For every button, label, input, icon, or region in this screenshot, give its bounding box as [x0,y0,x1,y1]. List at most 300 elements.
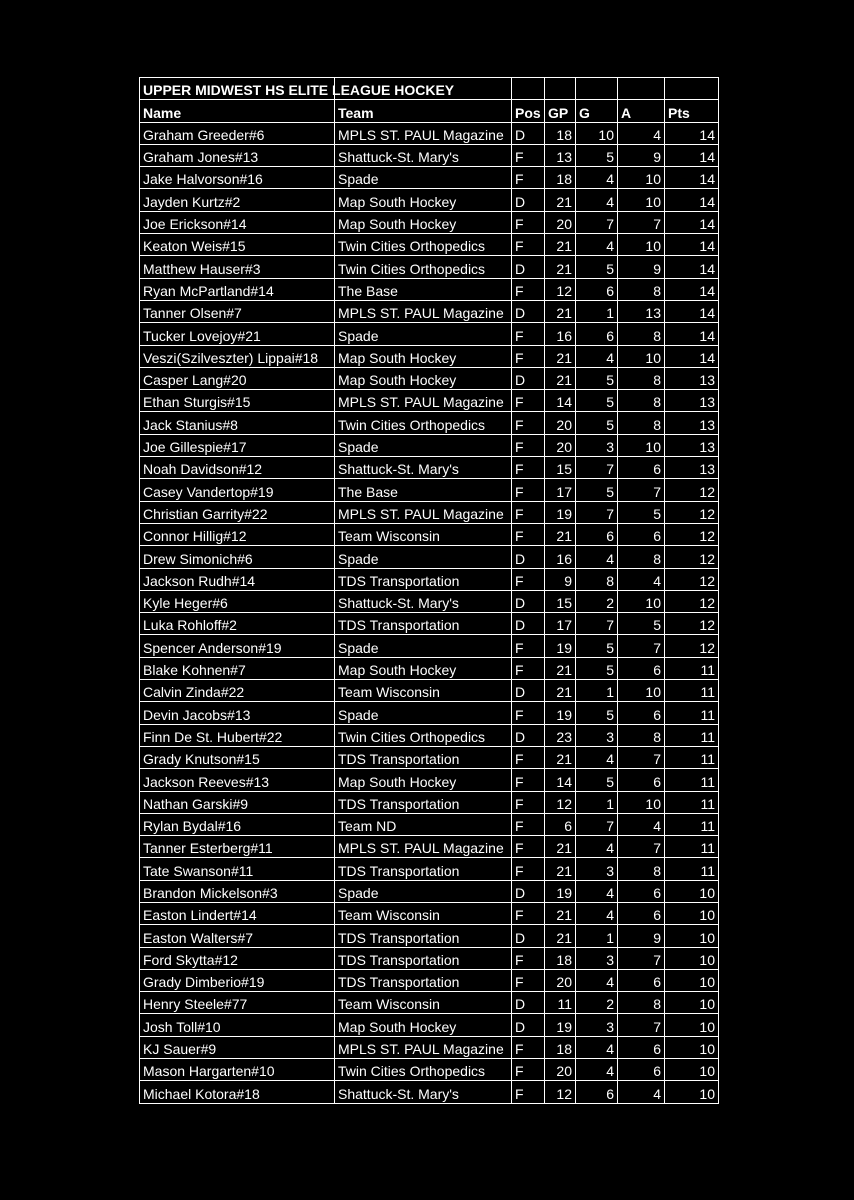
points-cell: 13 [665,457,719,479]
games-played-cell: 21 [545,523,576,545]
position-cell: F [512,635,545,657]
goals-cell: 4 [576,1036,618,1058]
games-played-cell: 18 [545,167,576,189]
games-played-cell: 19 [545,501,576,523]
games-played-cell: 19 [545,880,576,902]
assists-cell: 7 [618,947,665,969]
position-cell: F [512,144,545,166]
team-name-cell: Map South Hockey [335,211,512,233]
player-name-cell: Kyle Heger#6 [140,590,335,612]
goals-cell: 10 [576,122,618,144]
table-row [140,657,719,679]
team-name-cell: Twin Cities Orthopedics [335,724,512,746]
position-cell: F [512,947,545,969]
position-cell: D [512,367,545,389]
header-gp: GP [545,100,576,122]
assists-cell: 4 [618,813,665,835]
games-played-cell: 11 [545,992,576,1014]
team-name-cell: Shattuck-St. Mary's [335,144,512,166]
table-title: UPPER MIDWEST HS ELITE LEAGUE HOCKEY [140,78,335,100]
assists-cell: 4 [618,1081,665,1103]
goals-cell: 7 [576,613,618,635]
games-played-cell: 21 [545,858,576,880]
table-row [140,969,719,991]
team-name-cell: MPLS ST. PAUL Magazine [335,122,512,144]
position-cell: D [512,1014,545,1036]
team-name-cell: Map South Hockey [335,657,512,679]
team-name-cell: Team Wisconsin [335,992,512,1014]
goals-cell: 6 [576,278,618,300]
position-cell: D [512,189,545,211]
goals-cell: 4 [576,1059,618,1081]
games-played-cell: 16 [545,323,576,345]
table-row [140,702,719,724]
team-name-cell: Map South Hockey [335,769,512,791]
assists-cell: 7 [618,211,665,233]
points-cell: 11 [665,836,719,858]
player-name-cell: Matthew Hauser#3 [140,256,335,278]
table-row [140,546,719,568]
goals-cell: 5 [576,769,618,791]
player-name-cell: Easton Lindert#14 [140,902,335,924]
assists-cell: 8 [618,412,665,434]
goals-cell: 3 [576,947,618,969]
player-name-cell: Casey Vandertop#19 [140,479,335,501]
header-g: G [576,100,618,122]
player-name-cell: Henry Steele#77 [140,992,335,1014]
points-cell: 10 [665,925,719,947]
stats-table-body [140,78,719,1104]
team-name-cell: TDS Transportation [335,791,512,813]
position-cell: D [512,590,545,612]
points-cell: 10 [665,880,719,902]
points-cell: 14 [665,144,719,166]
assists-cell: 10 [618,791,665,813]
goals-cell: 3 [576,434,618,456]
points-cell: 12 [665,568,719,590]
goals-cell: 3 [576,724,618,746]
position-cell: F [512,523,545,545]
games-played-cell: 19 [545,1014,576,1036]
points-cell: 12 [665,546,719,568]
player-name-cell: Luka Rohloff#2 [140,613,335,635]
points-cell: 10 [665,1081,719,1103]
goals-cell: 7 [576,501,618,523]
games-played-cell: 21 [545,256,576,278]
table-row [140,167,719,189]
points-cell: 11 [665,858,719,880]
games-played-cell: 20 [545,211,576,233]
points-cell: 14 [665,189,719,211]
points-cell: 10 [665,992,719,1014]
title-row-blank-cell [545,78,576,100]
player-name-cell: Veszi(Szilveszter) Lippai#18 [140,345,335,367]
games-played-cell: 21 [545,189,576,211]
table-row [140,1014,719,1036]
position-cell: D [512,613,545,635]
assists-cell: 7 [618,1014,665,1036]
title-row-blank-cell [576,78,618,100]
points-cell: 14 [665,211,719,233]
header-pts: Pts [665,100,719,122]
points-cell: 12 [665,590,719,612]
position-cell: F [512,836,545,858]
stats-table [139,77,719,1104]
assists-cell: 6 [618,702,665,724]
team-name-cell: TDS Transportation [335,613,512,635]
position-cell: D [512,925,545,947]
team-name-cell: Map South Hockey [335,345,512,367]
team-name-cell: MPLS ST. PAUL Magazine [335,390,512,412]
goals-cell: 2 [576,590,618,612]
points-cell: 11 [665,746,719,768]
player-name-cell: Tate Swanson#11 [140,858,335,880]
team-name-cell: Twin Cities Orthopedics [335,256,512,278]
team-name-cell: TDS Transportation [335,858,512,880]
assists-cell: 10 [618,234,665,256]
assists-cell: 10 [618,680,665,702]
points-cell: 10 [665,1014,719,1036]
games-played-cell: 21 [545,234,576,256]
assists-cell: 6 [618,1059,665,1081]
points-cell: 14 [665,323,719,345]
points-cell: 10 [665,1059,719,1081]
table-row [140,211,719,233]
position-cell: F [512,813,545,835]
assists-cell: 8 [618,323,665,345]
goals-cell: 5 [576,635,618,657]
team-name-cell: Team Wisconsin [335,680,512,702]
team-name-cell: TDS Transportation [335,947,512,969]
player-name-cell: Finn De St. Hubert#22 [140,724,335,746]
team-name-cell: Spade [335,167,512,189]
player-name-cell: Grady Knutson#15 [140,746,335,768]
points-cell: 11 [665,680,719,702]
player-name-cell: Ryan McPartland#14 [140,278,335,300]
table-row [140,457,719,479]
player-name-cell: Rylan Bydal#16 [140,813,335,835]
team-name-cell: Twin Cities Orthopedics [335,412,512,434]
goals-cell: 7 [576,211,618,233]
assists-cell: 10 [618,345,665,367]
team-name-cell: Spade [335,434,512,456]
title-row-blank-cell [512,78,545,100]
player-name-cell: Casper Lang#20 [140,367,335,389]
table-row [140,746,719,768]
player-name-cell: Brandon Mickelson#3 [140,880,335,902]
games-played-cell: 21 [545,836,576,858]
player-name-cell: Spencer Anderson#19 [140,635,335,657]
games-played-cell: 21 [545,345,576,367]
points-cell: 11 [665,657,719,679]
games-played-cell: 21 [545,746,576,768]
points-cell: 12 [665,613,719,635]
team-name-cell: Spade [335,323,512,345]
team-name-cell: TDS Transportation [335,746,512,768]
goals-cell: 1 [576,791,618,813]
assists-cell: 7 [618,479,665,501]
player-name-cell: Grady Dimberio#19 [140,969,335,991]
player-name-cell: Calvin Zinda#22 [140,680,335,702]
table-row [140,390,719,412]
assists-cell: 8 [618,367,665,389]
goals-cell: 1 [576,680,618,702]
games-played-cell: 18 [545,1036,576,1058]
position-cell: F [512,234,545,256]
goals-cell: 5 [576,256,618,278]
position-cell: D [512,680,545,702]
goals-cell: 5 [576,657,618,679]
goals-cell: 4 [576,836,618,858]
table-row [140,256,719,278]
table-row [140,144,719,166]
goals-cell: 5 [576,367,618,389]
table-row [140,523,719,545]
assists-cell: 5 [618,501,665,523]
goals-cell: 5 [576,144,618,166]
games-played-cell: 15 [545,457,576,479]
games-played-cell: 21 [545,367,576,389]
player-name-cell: Ford Skytta#12 [140,947,335,969]
position-cell: D [512,546,545,568]
table-row [140,568,719,590]
points-cell: 10 [665,947,719,969]
table-row [140,992,719,1014]
assists-cell: 8 [618,992,665,1014]
table-row [140,925,719,947]
player-name-cell: Noah Davidson#12 [140,457,335,479]
goals-cell: 2 [576,992,618,1014]
team-name-cell: Map South Hockey [335,189,512,211]
position-cell: F [512,746,545,768]
assists-cell: 8 [618,278,665,300]
position-cell: F [512,323,545,345]
table-row [140,300,719,322]
player-name-cell: Ethan Sturgis#15 [140,390,335,412]
player-name-cell: Graham Jones#13 [140,144,335,166]
team-name-cell: MPLS ST. PAUL Magazine [335,300,512,322]
position-cell: D [512,880,545,902]
position-cell: F [512,568,545,590]
team-name-cell: TDS Transportation [335,925,512,947]
table-row [140,501,719,523]
position-cell: F [512,1059,545,1081]
title-row-blank-cell [618,78,665,100]
games-played-cell: 12 [545,1081,576,1103]
table-row [140,479,719,501]
games-played-cell: 21 [545,657,576,679]
games-played-cell: 23 [545,724,576,746]
table-row [140,613,719,635]
team-name-cell: Team Wisconsin [335,902,512,924]
points-cell: 14 [665,300,719,322]
player-name-cell: Tanner Esterberg#11 [140,836,335,858]
title-row [140,78,719,100]
games-played-cell: 20 [545,969,576,991]
games-played-cell: 9 [545,568,576,590]
table-row [140,345,719,367]
table-row [140,635,719,657]
games-played-cell: 21 [545,300,576,322]
position-cell: F [512,791,545,813]
player-name-cell: Joe Gillespie#17 [140,434,335,456]
player-name-cell: Jack Stanius#8 [140,412,335,434]
points-cell: 11 [665,702,719,724]
points-cell: 14 [665,122,719,144]
assists-cell: 6 [618,657,665,679]
team-name-cell: MPLS ST. PAUL Magazine [335,836,512,858]
position-cell: F [512,434,545,456]
table-row [140,836,719,858]
assists-cell: 8 [618,390,665,412]
games-played-cell: 6 [545,813,576,835]
team-name-cell: MPLS ST. PAUL Magazine [335,1036,512,1058]
games-played-cell: 21 [545,680,576,702]
player-name-cell: Jayden Kurtz#2 [140,189,335,211]
goals-cell: 4 [576,189,618,211]
assists-cell: 6 [618,457,665,479]
table-row [140,1081,719,1103]
header-a: A [618,100,665,122]
assists-cell: 8 [618,546,665,568]
points-cell: 14 [665,345,719,367]
table-row [140,412,719,434]
games-played-cell: 21 [545,902,576,924]
team-name-cell: Team Wisconsin [335,523,512,545]
goals-cell: 3 [576,858,618,880]
table-row [140,278,719,300]
table-row [140,189,719,211]
assists-cell: 10 [618,189,665,211]
goals-cell: 6 [576,523,618,545]
assists-cell: 10 [618,590,665,612]
games-played-cell: 20 [545,412,576,434]
position-cell: D [512,300,545,322]
games-played-cell: 15 [545,590,576,612]
position-cell: F [512,167,545,189]
player-name-cell: Michael Kotora#18 [140,1081,335,1103]
points-cell: 12 [665,523,719,545]
goals-cell: 7 [576,457,618,479]
team-name-cell: The Base [335,278,512,300]
player-name-cell: Tucker Lovejoy#21 [140,323,335,345]
position-cell: F [512,702,545,724]
assists-cell: 10 [618,167,665,189]
table-row [140,1036,719,1058]
points-cell: 11 [665,769,719,791]
player-name-cell: Blake Kohnen#7 [140,657,335,679]
table-row [140,1059,719,1081]
team-name-cell: Map South Hockey [335,367,512,389]
assists-cell: 6 [618,902,665,924]
position-cell: F [512,479,545,501]
table-row [140,122,719,144]
table-row [140,947,719,969]
position-cell: D [512,122,545,144]
team-name-cell: Twin Cities Orthopedics [335,1059,512,1081]
position-cell: F [512,1036,545,1058]
team-name-cell: Spade [335,702,512,724]
player-name-cell: Devin Jacobs#13 [140,702,335,724]
player-name-cell: Connor Hillig#12 [140,523,335,545]
assists-cell: 6 [618,1036,665,1058]
games-played-cell: 18 [545,947,576,969]
points-cell: 13 [665,390,719,412]
player-name-cell: Jackson Reeves#13 [140,769,335,791]
player-name-cell: KJ Sauer#9 [140,1036,335,1058]
goals-cell: 5 [576,390,618,412]
position-cell: F [512,345,545,367]
points-cell: 14 [665,234,719,256]
goals-cell: 4 [576,880,618,902]
team-name-cell: Team ND [335,813,512,835]
points-cell: 13 [665,412,719,434]
assists-cell: 9 [618,256,665,278]
table-row [140,234,719,256]
team-name-cell: The Base [335,479,512,501]
assists-cell: 4 [618,568,665,590]
table-row [140,323,719,345]
position-cell: D [512,724,545,746]
table-row [140,880,719,902]
goals-cell: 4 [576,969,618,991]
assists-cell: 7 [618,746,665,768]
games-played-cell: 20 [545,434,576,456]
title-row-blank-cell [665,78,719,100]
header-row [140,100,719,122]
points-cell: 13 [665,367,719,389]
games-played-cell: 14 [545,769,576,791]
player-name-cell: Joe Erickson#14 [140,211,335,233]
points-cell: 11 [665,791,719,813]
goals-cell: 5 [576,702,618,724]
goals-cell: 1 [576,300,618,322]
assists-cell: 13 [618,300,665,322]
assists-cell: 10 [618,434,665,456]
goals-cell: 1 [576,925,618,947]
header-pos: Pos [512,100,545,122]
position-cell: F [512,902,545,924]
goals-cell: 5 [576,479,618,501]
games-played-cell: 14 [545,390,576,412]
goals-cell: 6 [576,323,618,345]
position-cell: F [512,969,545,991]
points-cell: 14 [665,256,719,278]
games-played-cell: 17 [545,613,576,635]
table-row [140,813,719,835]
assists-cell: 7 [618,836,665,858]
header-team: Team [335,100,512,122]
points-cell: 11 [665,813,719,835]
assists-cell: 8 [618,858,665,880]
assists-cell: 4 [618,122,665,144]
games-played-cell: 21 [545,925,576,947]
goals-cell: 4 [576,746,618,768]
goals-cell: 4 [576,345,618,367]
assists-cell: 6 [618,523,665,545]
team-name-cell: Spade [335,880,512,902]
goals-cell: 5 [576,412,618,434]
position-cell: F [512,858,545,880]
points-cell: 14 [665,167,719,189]
team-name-cell: Shattuck-St. Mary's [335,1081,512,1103]
team-name-cell: MPLS ST. PAUL Magazine [335,501,512,523]
table-row [140,724,719,746]
points-cell: 12 [665,635,719,657]
table-row [140,858,719,880]
assists-cell: 6 [618,880,665,902]
team-name-cell: Twin Cities Orthopedics [335,234,512,256]
